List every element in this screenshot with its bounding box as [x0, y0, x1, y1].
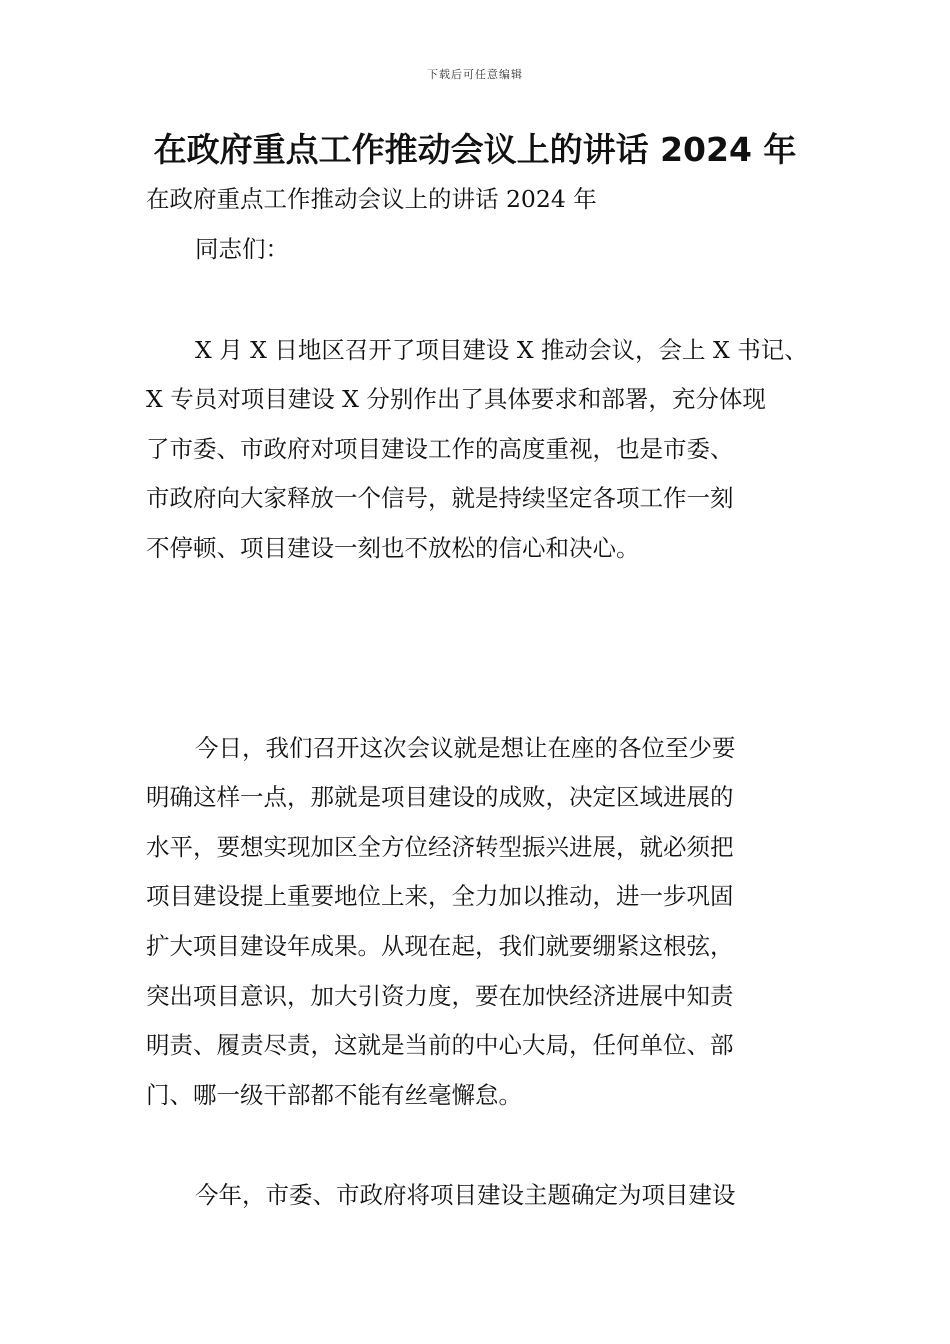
greeting: 同志们： — [195, 235, 289, 263]
paragraph-line: 今年，市委、市政府将项目建设主题确定为项目建设 — [195, 1181, 736, 1209]
paragraph-line: 市政府向大家释放一个信号，就是持续坚定各项工作一刻 — [146, 484, 734, 512]
paragraph-line: 扩大项目建设年成果。从现在起，我们就要绷紧这根弦， — [146, 932, 734, 960]
paragraph-line: 突出项目意识，加大引资力度，要在加快经济进展中知责 — [146, 982, 734, 1010]
paragraph-line: 明责、履责尽责，这就是当前的中心大局，任何单位、部 — [146, 1031, 734, 1059]
paragraph-line: X 专员对项目建设 X 分别作出了具体要求和部署，充分体现 — [146, 385, 766, 413]
paragraph-line: 今日，我们召开这次会议就是想让在座的各位至少要 — [195, 734, 736, 762]
paragraph-line: 了市委、市政府对项目建设工作的高度重视，也是市委、 — [146, 435, 734, 463]
paragraph-line: 项目建设提上重要地位上来，全力加以推动，进一步巩固 — [146, 882, 734, 910]
header-note: 下载后可任意编辑 — [427, 68, 523, 81]
paragraph-line: 门、哪一级干部都不能有丝毫懈怠。 — [146, 1081, 522, 1109]
paragraph-line: 不停顿、项目建设一刻也不放松的信心和决心。 — [146, 534, 640, 562]
document-title: 在政府重点工作推动会议上的讲话 2024 年 — [153, 130, 797, 169]
paragraph-line: X 月 X 日地区召开了项目建设 X 推动会议，会上 X 书记、 — [195, 336, 808, 364]
document-subtitle: 在政府重点工作推动会议上的讲话 2024 年 — [146, 185, 597, 213]
paragraph-line: 明确这样一点，那就是项目建设的成败，决定区域进展的 — [146, 783, 734, 811]
paragraph-line: 水平，要想实现加区全方位经济转型振兴进展，就必须把 — [146, 833, 734, 861]
